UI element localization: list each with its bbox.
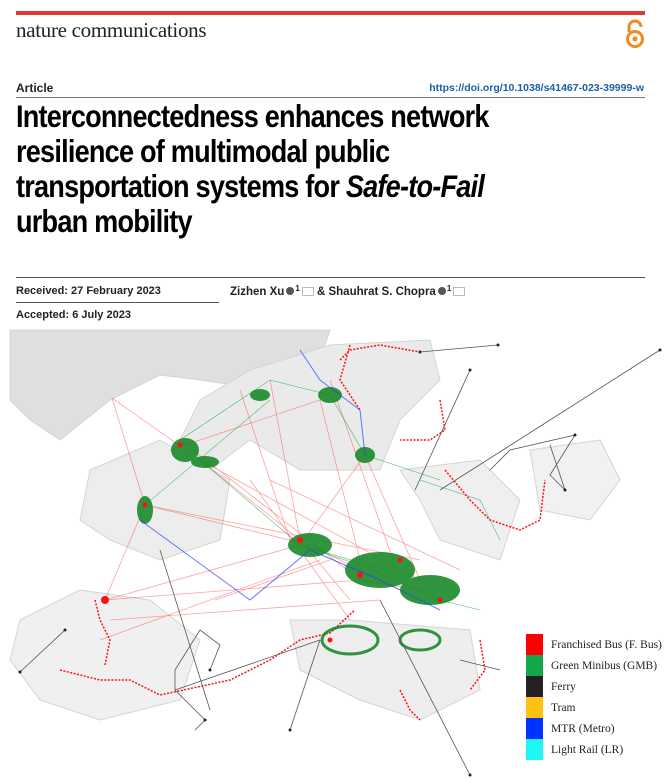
orcid-icon[interactable] (286, 287, 294, 295)
legend-label: Tram (551, 701, 576, 714)
legend-swatch (526, 739, 543, 760)
title-text: Interconnectedness enhances network resilience of multimodal public transportation systems for (16, 98, 489, 204)
affiliation-number: 1 (295, 284, 300, 293)
legend-label: Franchised Bus (F. Bus) (551, 638, 662, 651)
legend-swatch (526, 718, 543, 739)
title-italic: Safe-to-Fail (345, 168, 485, 204)
legend-swatch (526, 676, 543, 697)
journal-accent-bar (16, 11, 645, 15)
accepted-date: Accepted: 6 July 2023 (16, 309, 131, 321)
legend-label: MTR (Metro) (551, 722, 615, 735)
doi-link[interactable]: https://doi.org/10.1038/s41467-023-39999-w (429, 82, 644, 94)
legend-item-franchised-bus (526, 634, 662, 655)
legend-label: Green Minibus (GMB) (551, 659, 658, 672)
article-title (16, 99, 532, 239)
journal-name: nature communications (16, 18, 207, 42)
email-icon[interactable] (453, 287, 465, 296)
email-icon[interactable] (302, 287, 314, 296)
open-access-lock-icon (624, 19, 646, 49)
divider (16, 277, 645, 278)
legend-item-green-minibus (526, 655, 662, 676)
author-list (230, 284, 465, 298)
author-name[interactable]: Zizhen Xu (230, 286, 285, 298)
title-text-end: urban mobility (16, 203, 192, 239)
legend-item-mtr (526, 718, 662, 739)
legend-label: Ferry (551, 680, 576, 693)
author-separator: & (316, 286, 326, 298)
legend-item-tram (526, 697, 662, 718)
affiliation-number: 1 (446, 284, 452, 293)
legend-swatch (526, 655, 543, 676)
legend-item-light-rail (526, 739, 662, 760)
map-legend (526, 634, 662, 760)
divider (16, 302, 219, 303)
legend-label: Light Rail (LR) (551, 743, 624, 756)
orcid-icon[interactable] (438, 287, 446, 295)
author-name[interactable]: Shauhrat S. Chopra (328, 286, 436, 298)
legend-item-ferry (526, 676, 662, 697)
received-date: Received: 27 February 2023 (16, 285, 161, 297)
article-type: Article (16, 81, 54, 95)
legend-swatch (526, 634, 543, 655)
legend-swatch (526, 697, 543, 718)
